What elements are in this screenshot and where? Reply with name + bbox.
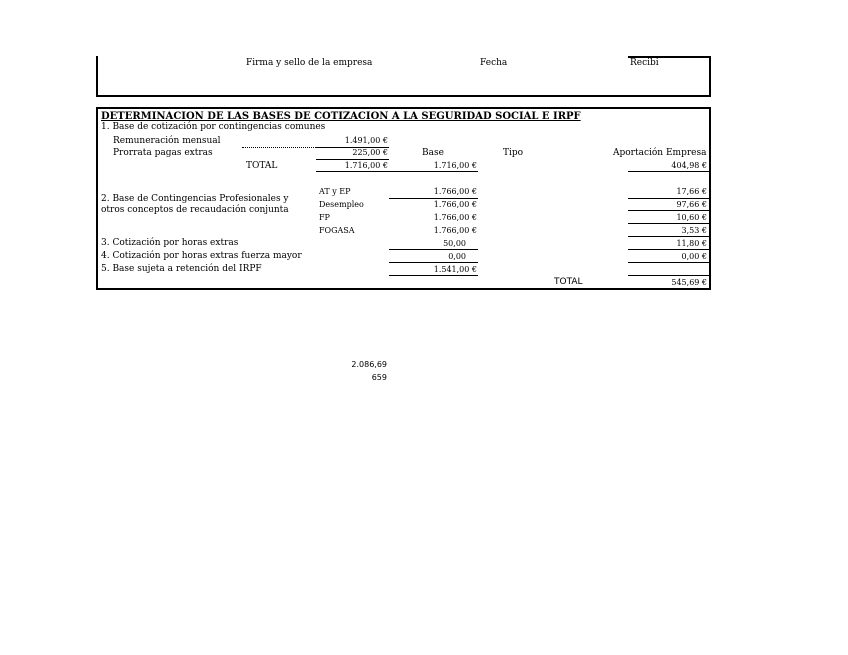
sig-bottom-border <box>96 95 711 97</box>
footer-number-2: 659 <box>371 373 387 382</box>
section4-ap-underline <box>628 262 711 263</box>
section3-aportacion: 11,80 € <box>676 239 707 248</box>
fecha-label: Fecha <box>480 58 508 68</box>
section5-base-underline <box>389 275 478 276</box>
base-at-ep: 1.766,00 € <box>433 187 477 196</box>
firma-label: Firma y sello de la empresa <box>246 58 373 68</box>
prorrata-value: 225,00 € <box>352 148 388 157</box>
remuneracion-label: Remuneración mensual <box>113 136 221 146</box>
section3-base-underline <box>389 249 478 250</box>
row-at-ep-ap-underline <box>628 198 711 199</box>
row-cc-aportacion: 404,98 € <box>671 161 707 170</box>
aportacion-desempleo: 97,66 € <box>676 200 707 209</box>
row-at-ep-underline <box>389 198 478 199</box>
sig-right-border <box>709 56 711 97</box>
prorrata-dotted-line <box>242 147 316 148</box>
col-base-header: Base <box>422 148 444 158</box>
footer-number-1: 2.086,69 <box>351 360 387 369</box>
grand-total-value: 545,69 € <box>671 278 707 287</box>
grand-total-label: TOTAL <box>554 277 583 287</box>
row-fogasa-ap-underline <box>628 236 711 237</box>
section3-label: 3. Cotización por horas extras <box>101 238 239 248</box>
box-top-border <box>96 107 711 109</box>
base-fp: 1.766,00 € <box>433 213 477 222</box>
base-fogasa: 1.766,00 € <box>433 226 477 235</box>
aportacion-at-ep: 17,66 € <box>676 187 707 196</box>
total-value: 1.716,00 € <box>344 161 388 170</box>
row-cc-base-underline <box>389 171 478 172</box>
row-cc-aportacion-underline <box>628 171 711 172</box>
section4-base: 0,00 <box>448 252 466 261</box>
concept-fogasa: FOGASA <box>319 226 355 235</box>
determinacion-title: DETERMINACION DE LAS BASES DE COTIZACION A LA SEGURIDAD SOCIAL E IRPF <box>101 111 581 122</box>
aportacion-fp: 10,60 € <box>676 213 707 222</box>
section2-label-2: otros conceptos de recaudación conjunta <box>101 205 289 215</box>
col-tipo-header: Tipo <box>503 148 524 158</box>
concept-at-ep: AT y EP <box>319 187 351 196</box>
prorrata-label: Prorrata pagas extras <box>113 148 213 158</box>
section4-label: 4. Cotización por horas extras fuerza mayor <box>101 251 302 261</box>
prorrata-underline <box>316 159 389 160</box>
base-desempleo: 1.766,00 € <box>433 200 477 209</box>
sig-left-border <box>96 56 98 97</box>
section3-base: 50,00 <box>443 239 466 248</box>
row-fp-ap-underline <box>628 223 711 224</box>
row-cc-base: 1.716,00 € <box>433 161 477 170</box>
concept-fp: FP <box>319 213 330 222</box>
section3-ap-underline <box>628 249 711 250</box>
grand-total-topline <box>628 275 711 276</box>
col-aportacion-header: Aportación Empresa <box>613 148 707 158</box>
section4-base-underline <box>389 262 478 263</box>
section5-label: 5. Base sujeta a retención del IRPF <box>101 264 262 274</box>
section5-base: 1.541,00 € <box>433 265 477 274</box>
remuneracion-value: 1.491,00 € <box>344 136 388 145</box>
total-underline <box>316 171 389 172</box>
section4-aportacion: 0,00 € <box>681 252 707 261</box>
section1-label: 1. Base de cotización por contingencias comunes <box>101 122 326 132</box>
total-label: TOTAL <box>246 161 278 171</box>
section2-label-1: 2. Base de Contingencias Profesionales y <box>101 194 289 204</box>
aportacion-fogasa: 3,53 € <box>681 226 707 235</box>
box-left-border <box>96 107 98 290</box>
concept-desempleo: Desempleo <box>319 200 364 209</box>
box-bottom-border <box>96 288 711 290</box>
recibi-label: Recibi <box>630 58 659 68</box>
row-desempleo-ap-underline <box>628 210 711 211</box>
